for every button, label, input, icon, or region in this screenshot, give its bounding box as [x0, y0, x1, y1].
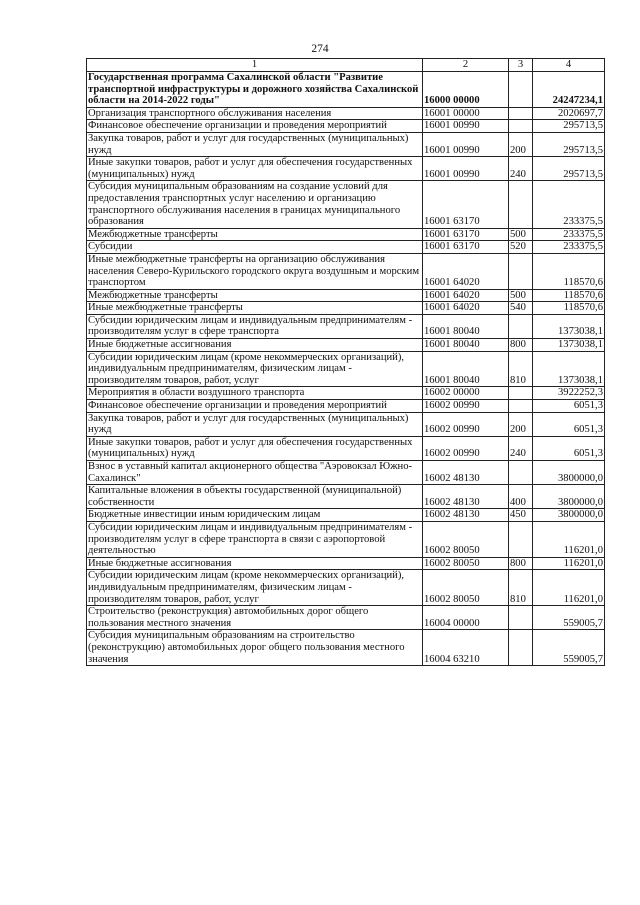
row-name-cell: Государственная программа Сахалинской области "Развитие транспортной инфраструктуры и дорожного хозяйства Сахалинской области на 2014-2022 годы"	[87, 72, 423, 108]
table-row	[87, 630, 605, 666]
row-amount-cell: 116201,0	[533, 570, 605, 606]
table-row	[87, 302, 605, 315]
table-row	[87, 400, 605, 413]
table-row	[87, 521, 605, 557]
row-amount-cell: 116201,0	[533, 521, 605, 557]
row-name-cell: Закупка товаров, работ и услуг для государственных (муниципальных) нужд	[87, 412, 423, 436]
row-amount-cell: 6051,3	[533, 400, 605, 413]
row-amount-cell: 233375,5	[533, 228, 605, 241]
row-amount-cell: 24247234,1	[533, 72, 605, 108]
row-amount-cell: 1373038,1	[533, 351, 605, 387]
budget-table-body	[87, 72, 605, 666]
row-name-cell: Субсидия муниципальным образованиям на строительство (реконструкцию) автомобильных дорог общего пользования местного значения	[87, 630, 423, 666]
row-code-cell: 16002 48130	[423, 461, 509, 485]
row-vr-cell	[509, 314, 533, 338]
table-row	[87, 132, 605, 156]
table-row	[87, 72, 605, 108]
row-name-cell: Капитальные вложения в объекты государственной (муниципальной) собственности	[87, 485, 423, 509]
row-code-cell: 16002 00000	[423, 387, 509, 400]
row-vr-cell: 500	[509, 289, 533, 302]
row-code-cell: 16001 80040	[423, 314, 509, 338]
row-name-cell: Иные закупки товаров, работ и услуг для обеспечения государственных (муниципальных) нужд	[87, 436, 423, 460]
table-row	[87, 120, 605, 133]
row-amount-cell: 6051,3	[533, 436, 605, 460]
row-amount-cell: 118570,6	[533, 253, 605, 289]
row-code-cell: 16001 00000	[423, 107, 509, 120]
row-amount-cell: 6051,3	[533, 412, 605, 436]
row-vr-cell: 200	[509, 132, 533, 156]
row-name-cell: Иные межбюджетные трансферты	[87, 302, 423, 315]
row-amount-cell: 3800000,0	[533, 485, 605, 509]
table-row	[87, 509, 605, 522]
row-code-cell: 16001 63170	[423, 181, 509, 228]
row-name-cell: Финансовое обеспечение организации и проведения мероприятий	[87, 120, 423, 133]
row-code-cell: 16002 00990	[423, 436, 509, 460]
table-row	[87, 157, 605, 181]
row-code-cell: 16001 64020	[423, 302, 509, 315]
row-amount-cell: 3800000,0	[533, 461, 605, 485]
row-code-cell: 16002 48130	[423, 509, 509, 522]
row-code-cell: 16002 00990	[423, 400, 509, 413]
table-row	[87, 241, 605, 254]
row-vr-cell: 540	[509, 302, 533, 315]
row-amount-cell: 559005,7	[533, 630, 605, 666]
row-name-cell: Субсидии юридическим лицам (кроме некоммерческих организаций), индивидуальным предпринимателям, физическим лицам - производителям товаров, работ, услуг	[87, 351, 423, 387]
row-vr-cell	[509, 521, 533, 557]
row-vr-cell	[509, 400, 533, 413]
row-name-cell: Взнос в уставный капитал акционерного общества "Аэровокзал Южно-Сахалинск"	[87, 461, 423, 485]
column-header-name: 1	[87, 59, 423, 72]
row-code-cell: 16001 63170	[423, 241, 509, 254]
row-code-cell: 16004 00000	[423, 606, 509, 630]
row-code-cell: 16000 00000	[423, 72, 509, 108]
row-amount-cell: 233375,5	[533, 241, 605, 254]
table-row	[87, 253, 605, 289]
row-amount-cell: 116201,0	[533, 557, 605, 570]
row-code-cell: 16001 00990	[423, 132, 509, 156]
row-code-cell: 16001 80040	[423, 351, 509, 387]
row-vr-cell: 450	[509, 509, 533, 522]
row-code-cell: 16001 00990	[423, 157, 509, 181]
row-code-cell: 16001 63170	[423, 228, 509, 241]
row-name-cell: Субсидия муниципальным образованиям на создание условий для предоставления транспортных услуг населению и организацию транспортного обслуживания населения в границах муниципального образования	[87, 181, 423, 228]
table-row	[87, 485, 605, 509]
row-amount-cell: 295713,5	[533, 157, 605, 181]
row-vr-cell	[509, 461, 533, 485]
row-amount-cell: 3800000,0	[533, 509, 605, 522]
table-row	[87, 339, 605, 352]
row-vr-cell	[509, 387, 533, 400]
row-vr-cell: 800	[509, 339, 533, 352]
row-amount-cell: 295713,5	[533, 132, 605, 156]
row-vr-cell: 240	[509, 436, 533, 460]
row-amount-cell: 3922252,3	[533, 387, 605, 400]
table-row	[87, 570, 605, 606]
table-row	[87, 107, 605, 120]
row-name-cell: Бюджетные инвестиции иным юридическим лицам	[87, 509, 423, 522]
row-amount-cell: 1373038,1	[533, 339, 605, 352]
table-row	[87, 606, 605, 630]
row-amount-cell: 233375,5	[533, 181, 605, 228]
row-name-cell: Финансовое обеспечение организации и проведения мероприятий	[87, 400, 423, 413]
row-vr-cell	[509, 630, 533, 666]
row-vr-cell: 800	[509, 557, 533, 570]
budget-table	[86, 58, 605, 666]
row-code-cell: 16002 80050	[423, 521, 509, 557]
table-row	[87, 436, 605, 460]
table-row	[87, 289, 605, 302]
table-row	[87, 412, 605, 436]
row-code-cell: 16001 00990	[423, 120, 509, 133]
row-vr-cell: 810	[509, 351, 533, 387]
row-code-cell: 16002 48130	[423, 485, 509, 509]
row-vr-cell	[509, 253, 533, 289]
column-header-code: 2	[423, 59, 509, 72]
table-row	[87, 351, 605, 387]
row-name-cell: Иные бюджетные ассигнования	[87, 339, 423, 352]
table-header-row	[87, 59, 605, 72]
row-name-cell: Мероприятия в области воздушного транспорта	[87, 387, 423, 400]
row-vr-cell: 500	[509, 228, 533, 241]
table-row	[87, 557, 605, 570]
row-name-cell: Иные бюджетные ассигнования	[87, 557, 423, 570]
row-vr-cell	[509, 181, 533, 228]
row-amount-cell: 295713,5	[533, 120, 605, 133]
row-name-cell: Иные закупки товаров, работ и услуг для обеспечения государственных (муниципальных) нужд	[87, 157, 423, 181]
row-name-cell: Субсидии	[87, 241, 423, 254]
row-name-cell: Межбюджетные трансферты	[87, 228, 423, 241]
table-row	[87, 387, 605, 400]
row-amount-cell: 1373038,1	[533, 314, 605, 338]
row-name-cell: Иные межбюджетные трансферты на организацию обслуживания населения Северо-Курильского городского округа воздушным и морским транспортом	[87, 253, 423, 289]
table-row	[87, 181, 605, 228]
row-code-cell: 16004 63210	[423, 630, 509, 666]
row-name-cell: Субсидии юридическим лицам (кроме некоммерческих организаций), индивидуальным предпринимателям, физическим лицам - производителям товаров, работ, услуг	[87, 570, 423, 606]
row-code-cell: 16002 00990	[423, 412, 509, 436]
row-amount-cell: 118570,6	[533, 289, 605, 302]
row-vr-cell	[509, 120, 533, 133]
row-name-cell: Субсидии юридическим лицам и индивидуальным предпринимателям - производителям услуг в сфере транспорта в связи с аэропортовой деятельностью	[87, 521, 423, 557]
row-name-cell: Закупка товаров, работ и услуг для государственных (муниципальных) нужд	[87, 132, 423, 156]
row-vr-cell	[509, 72, 533, 108]
row-code-cell: 16002 80050	[423, 570, 509, 606]
row-code-cell: 16002 80050	[423, 557, 509, 570]
column-header-amount: 4	[533, 59, 605, 72]
row-vr-cell: 520	[509, 241, 533, 254]
row-amount-cell: 118570,6	[533, 302, 605, 315]
row-vr-cell	[509, 107, 533, 120]
row-code-cell: 16001 64020	[423, 289, 509, 302]
row-code-cell: 16001 64020	[423, 253, 509, 289]
row-name-cell: Строительство (реконструкция) автомобильных дорог общего пользования местного значения	[87, 606, 423, 630]
row-vr-cell: 810	[509, 570, 533, 606]
row-name-cell: Организация транспортного обслуживания населения	[87, 107, 423, 120]
row-name-cell: Межбюджетные трансферты	[87, 289, 423, 302]
row-name-cell: Субсидии юридическим лицам и индивидуальным предпринимателям - производителям услуг в сфере транспорта	[87, 314, 423, 338]
table-row	[87, 461, 605, 485]
page-number: 274	[311, 43, 329, 55]
table-row	[87, 314, 605, 338]
row-vr-cell	[509, 606, 533, 630]
column-header-vr: 3	[509, 59, 533, 72]
row-vr-cell: 200	[509, 412, 533, 436]
row-vr-cell: 400	[509, 485, 533, 509]
row-code-cell: 16001 80040	[423, 339, 509, 352]
table-row	[87, 228, 605, 241]
row-vr-cell: 240	[509, 157, 533, 181]
row-amount-cell: 2020697,7	[533, 107, 605, 120]
row-amount-cell: 559005,7	[533, 606, 605, 630]
